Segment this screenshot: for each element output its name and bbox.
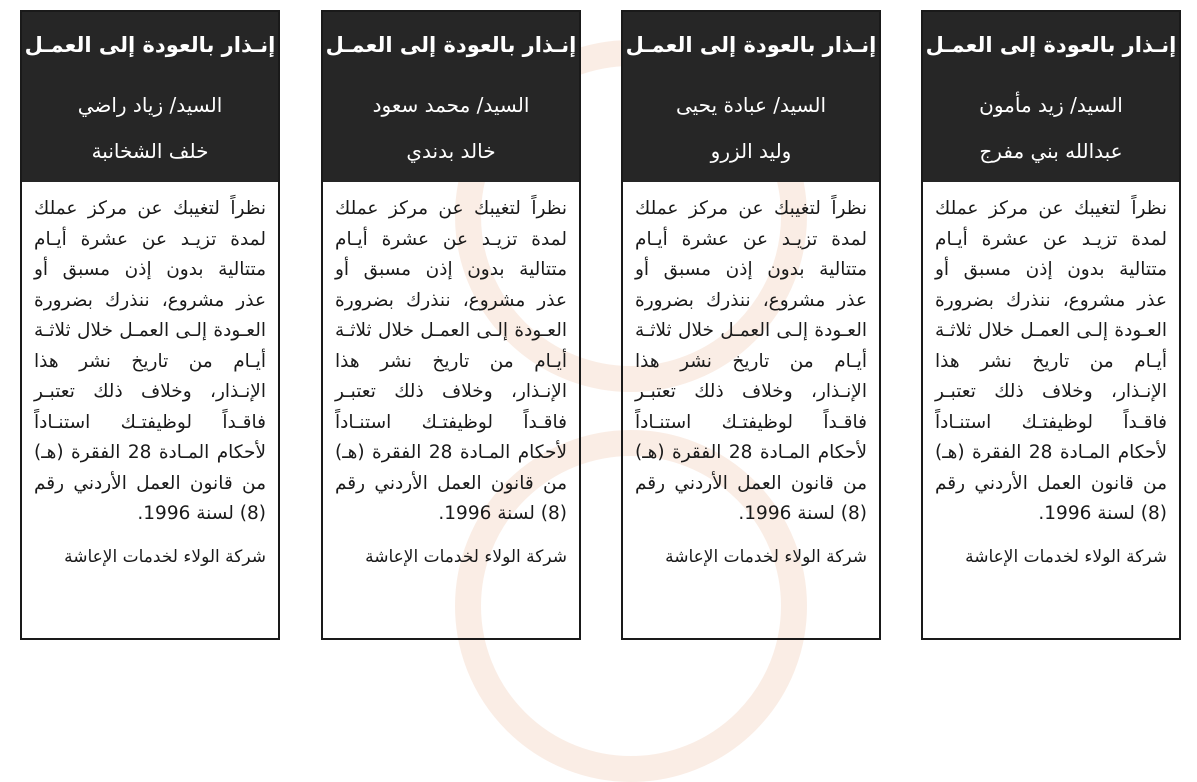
- notice-card: [621, 10, 881, 640]
- notice-title: إنـذار بالعودة إلى العمـل: [925, 33, 1177, 57]
- employee-name-line-2: خالد بدندي: [406, 139, 496, 163]
- employee-name-line-2: وليد الزرو: [710, 139, 792, 163]
- company-name: شركة الولاء لخدمات الإعاشة: [365, 546, 567, 567]
- notice-title: إنـذار بالعودة إلى العمـل: [625, 33, 877, 57]
- notice-header: [623, 12, 879, 182]
- notice-card: [921, 10, 1181, 640]
- employee-name: [623, 82, 879, 174]
- employee-name-line-1: السيد/ عبادة يحيى: [675, 93, 827, 117]
- employee-name-line-1: السيد/ زيد مأمون: [979, 93, 1123, 117]
- company-name: شركة الولاء لخدمات الإعاشة: [64, 546, 266, 567]
- employee-name-line-2: خلف الشخانبة: [91, 139, 209, 163]
- employee-name-line-2: عبدالله بني مفرج: [979, 139, 1123, 163]
- company-name: شركة الولاء لخدمات الإعاشة: [665, 546, 867, 567]
- employee-name-line-1: السيد/ محمد سعود: [372, 93, 530, 117]
- notice-card: [321, 10, 581, 640]
- notice-body: نظراً لتغيبك عن مركز عملك لمدة تزيـد عن عشرة أيـام متتالية بدون إذن مسبق أو عذر مشروع، ننذرك بضرورة العـودة إلـى العمـل خلال ثلاثـة أيـام من تاريخ نشر هذا الإنـذار، وخلاف ذلك تعتبـر فاقـداً لوظيفتـك استنـاداً لأحكام المـادة 28 الفقرة (هـ) من قانون العمل الأردني رقم (8) لسنة 1996.: [34, 198, 267, 524]
- notice-body: نظراً لتغيبك عن مركز عملك لمدة تزيـد عن عشرة أيـام متتالية بدون إذن مسبق أو عذر مشروع، ننذرك بضرورة العـودة إلـى العمـل خلال ثلاثـة أيـام من تاريخ نشر هذا الإنـذار، وخلاف ذلك تعتبـر فاقـداً لوظيفتـك استنـاداً لأحكام المـادة 28 الفقرة (هـ) من قانون العمل الأردني رقم (8) لسنة 1996.: [335, 198, 568, 524]
- employee-name-line-1: السيد/ زياد راضي: [77, 93, 223, 117]
- notice-body: نظراً لتغيبك عن مركز عملك لمدة تزيـد عن عشرة أيـام متتالية بدون إذن مسبق أو عذر مشروع، ننذرك بضرورة العـودة إلـى العمـل خلال ثلاثـة أيـام من تاريخ نشر هذا الإنـذار، وخلاف ذلك تعتبـر فاقـداً لوظيفتـك استنـاداً لأحكام المـادة 28 الفقرة (هـ) من قانون العمل الأردني رقم (8) لسنة 1996.: [935, 198, 1168, 524]
- notice-header: [923, 12, 1179, 182]
- company-name: شركة الولاء لخدمات الإعاشة: [965, 546, 1167, 567]
- notice-title: إنـذار بالعودة إلى العمـل: [24, 33, 276, 57]
- notice-header: [323, 12, 579, 182]
- notice-body: نظراً لتغيبك عن مركز عملك لمدة تزيـد عن عشرة أيـام متتالية بدون إذن مسبق أو عذر مشروع، ننذرك بضرورة العـودة إلـى العمـل خلال ثلاثـة أيـام من تاريخ نشر هذا الإنـذار، وخلاف ذلك تعتبـر فاقـداً لوظيفتـك استنـاداً لأحكام المـادة 28 الفقرة (هـ) من قانون العمل الأردني رقم (8) لسنة 1996.: [635, 198, 868, 524]
- employee-name: [923, 82, 1179, 174]
- employee-name: [323, 82, 579, 174]
- notice-title: إنـذار بالعودة إلى العمـل: [325, 33, 577, 57]
- notice-header: [22, 12, 278, 182]
- employee-name: [22, 82, 278, 174]
- notice-card: [20, 10, 280, 640]
